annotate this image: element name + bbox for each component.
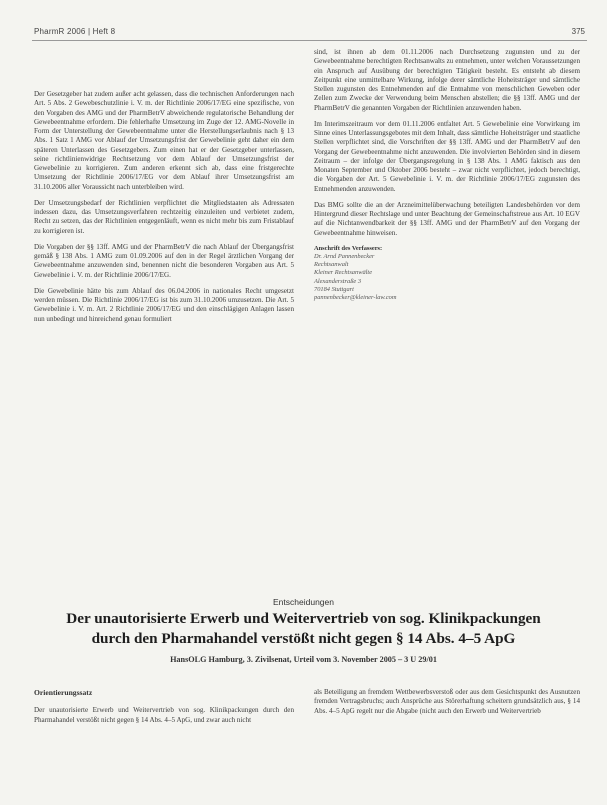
left-text-column bbox=[34, 90, 294, 331]
address-line: Dr. Arnd Pannenbecker bbox=[314, 252, 375, 260]
orientation-heading: Orientierungssatz bbox=[34, 688, 93, 697]
decision-title-line-1: Der unautorisierte Erwerb und Weitervertrieb von sog. Klinikpackungen bbox=[66, 610, 541, 627]
left-paragraph-3: Die Vorgaben der §§ 13ff. AMG und der PharmBetrV die nach Ablauf der Übergangsfrist gemäß § 138 Abs. 1 AMG zum 01.09.2006 auf den in der Regel ärztlichen Vorgang der Gewebeentnahme anzuwenden sind, benennen nicht die besonderen Vorgaben aus Art. 5 Gewebelinie i. V. m. der Richtlinie 2006/17/EG. bbox=[34, 242, 294, 279]
orientation-text: Der unautorisierte Erwerb und Weitervertrieb von sog. Klinikpackungen durch den Pharmahandel verstößt nicht gegen § 14 Abs. 4–5 ApG, und zwar auch nicht bbox=[34, 706, 294, 724]
right-paragraph-3: Das BMG sollte die an der Arzneimittelüberwachung beteiligten Landesbehörden vor dem Hintergrund dieser Rechtslage und unter Beachtung der Gemeinschaftstreue aus Art. 10 EGV auf die Nichtanwendbarkeit der §§ 13ff. AMG und der PharmBetrV auf den Vorgang der Gewebeentnahme hinweisen. bbox=[314, 200, 580, 237]
left-paragraph-1: Der Gesetzgeber hat zudem außer acht gelassen, dass die technischen Anforderungen nach Art. 5 Abs. 2 Gewebeschutzlinie i. V. m. der Richtlinie 2006/17/EG eine spezifische, von den Vorgaben des AMG und der PharmBetrV abweichende regulatorische Behandlung der Gewebeentnahme erfordern. Die fehlerhafte Umsetzung im Zuge der 12. AMG-Novelle in Form der Unterstellung der Gewebeentnahme unter die Herstellungserlaubnis nach § 13 Abs. 1 Satz 1 AMG vor Ablauf der Umsetzungsfrist der Gewebelinie geht daher ein dem späteren Unterlassen des Gesetzgebers. Zum einen hat er der Gesetzgeber unterlassen, seine richtlinienwidrige Rechtsetzung vor dem Ablauf der Umsetzungsfrist der Gewebelinie zu korrigieren. Zum anderen erkennt sich ab, dass eine fristgerechte Umsetzung der Richtlinie 2006/17/EG vor dem Ablauf ihrer Umsetzungsfrist am 31.10.2006 aller Voraussicht nach unterbleiben wird. bbox=[34, 90, 294, 191]
author-address bbox=[314, 245, 580, 302]
page-number: 375 bbox=[571, 27, 585, 36]
address-line: Rechtsanwalt bbox=[314, 261, 349, 269]
left-paragraph-2: Der Umsetzungsbedarf der Richtlinien verpflichtet die Mitgliedstaaten als Adressaten indessen dazu, das Umsetzungsverfahren rechtzeitig einzuleiten und verbietet zudem, Recht zu setzen, das der Richtlinien entgegenläuft, wenn es nicht mehr bis zum Fristablauf zu korrigieren ist. bbox=[34, 198, 294, 235]
address-line: 70184 Stuttgart bbox=[314, 285, 354, 293]
address-email: pannenbecker@kleiner-law.com bbox=[314, 293, 397, 301]
header-rule bbox=[32, 40, 587, 41]
right-paragraph-1: sind, ist ihnen ab dem 01.11.2006 nach Durchsetzung zugunsten und zu der Gewebeentnahme berechtigten Rechtsanwalts zu entnehmen, unter welchen Voraussetzungen ein Anspruch auf Ausübung der berechtigten Tätigkeit besteht. Es entsteht ab diesem Zeitpunkt eine unmittelbare Wirkung, infolge derer sämtliche Hoheitsträger und sämtliche Stellen zugunsten des Entnehmenden auf die Entnahme von menschlichen Geweben oder Zellen zum Zwecke der Verwendung beim Menschen abstellen; die §§ 13ff. AMG und der PharmBetrV die genannten Vorgaben der Richtlinien anzuwenden haben. bbox=[314, 48, 580, 112]
bottom-left-column bbox=[34, 688, 294, 725]
running-header-left: PharmR 2006 | Heft 8 bbox=[34, 27, 116, 36]
right-paragraph-2: Im Interimszeitraum vor dem 01.11.2006 entfaltet Art. 5 Gewebelinie eine Vorwirkung im Sinne eines Unterlassungsgebotes mit dem Inhalt, dass sämtliche Hoheitsträger und staatliche Stellen verpflichtet sind, die Vorschriften der §§ 13ff. AMG und der PharmBetrV auf den Vorgang der Gewebeentnahme nicht anzuwenden. Die involvierten Behörden sind in diesem Zeitraum – der infolge der Übergangsregelung in § 138 Abs. 1 AMG faktisch aus den Monaten September und Oktober 2006 besteht – zwar nicht verpflichtet, jedoch berechtigt, die Vorgaben der Art. 5 Gewebelinie i. V. m. der Richtlinie 2006/17/EG zugunsten des Entnehmenden anzuwenden. bbox=[314, 119, 580, 193]
bottom-right-text: als Beteiligung an fremdem Wettbewerbsverstoß oder aus dem Gesichtspunkt des Ausnutzen fremden Vertragsbruchs; auch Ansprüche aus Störerhaftung scheitern grundsätzlich aus, § 14 Abs. 4–5 ApG regelt nur die Abgabe (nicht auch den Erwerb und Weitervertrieb bbox=[314, 688, 580, 715]
address-line: Alexanderstraße 3 bbox=[314, 277, 362, 285]
court-citation: HansOLG Hamburg, 3. Zivilsenat, Urteil vom 3. November 2005 – 3 U 29/01 bbox=[170, 655, 437, 664]
decision-title bbox=[30, 609, 577, 649]
left-paragraph-4: Die Gewebelinie hätte bis zum Ablauf des 06.04.2006 in nationales Recht umgesetzt werden müssen. Die Richtlinie 2006/17/EG ist bis zum 31.10.2006 umzusetzen. Die Art. 5 Gewebelinie i. V. m. Art. 2 Richtlinie 2006/17/EG und den einschlägigen Anlagen lassen nun unbedingt und hinreichend genau formuliert bbox=[34, 286, 294, 323]
section-label: Entscheidungen bbox=[273, 597, 334, 607]
decision-title-line-2: durch den Pharmahandel verstößt nicht gegen § 14 Abs. 4–5 ApG bbox=[91, 630, 516, 647]
address-line: Kleiner Rechtsanwälte bbox=[314, 269, 373, 277]
address-heading: Anschrift des Verfassers: bbox=[314, 244, 383, 252]
right-text-column bbox=[314, 48, 580, 302]
bottom-right-column bbox=[314, 688, 580, 716]
